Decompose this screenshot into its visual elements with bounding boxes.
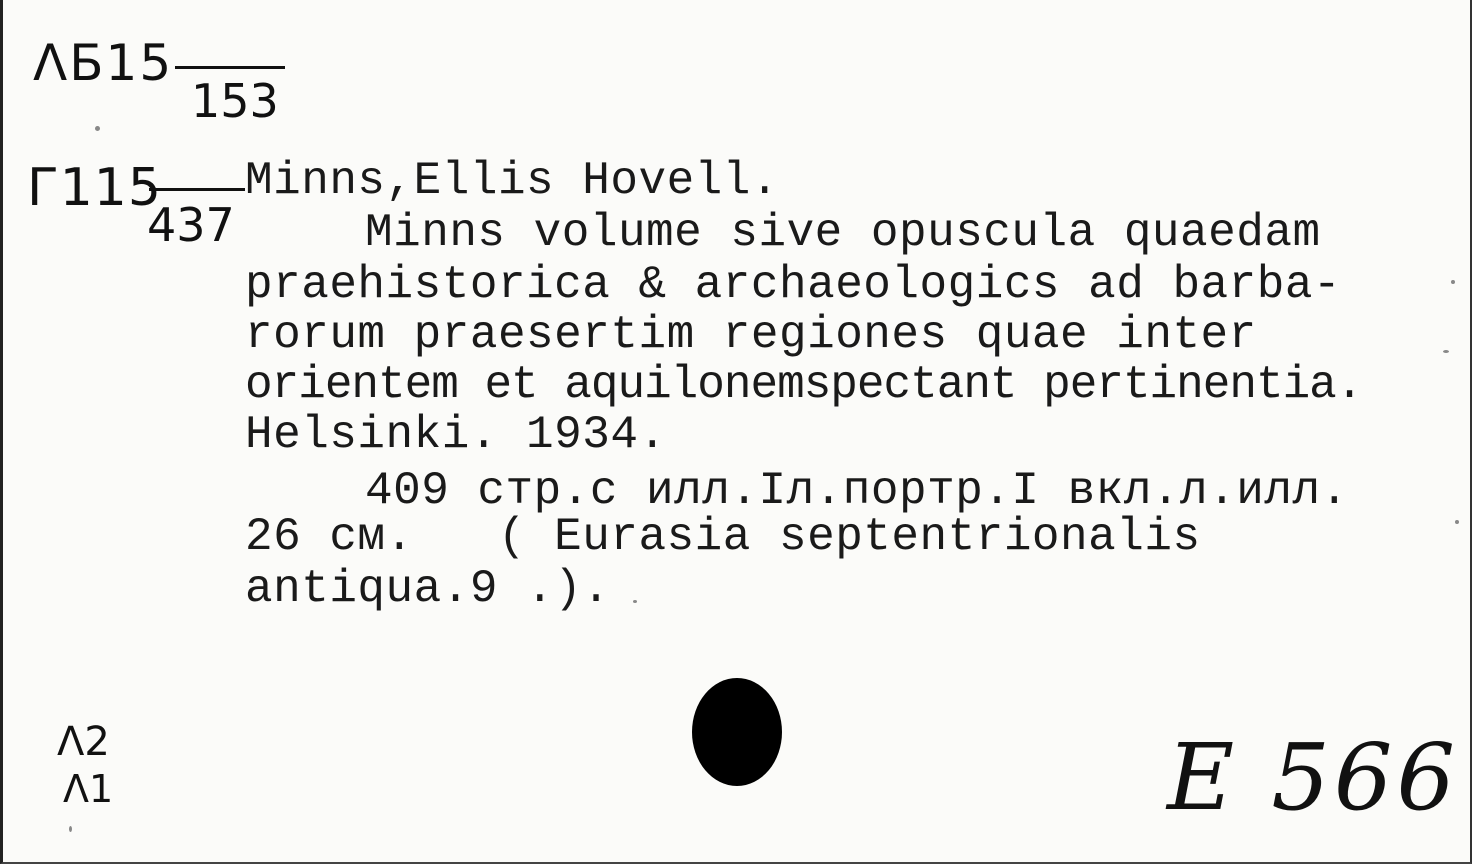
author-line: Minns,Ellis Hovell. [245, 155, 779, 207]
speck [1451, 280, 1455, 284]
title-line-1: Minns volume sive opuscula quaedam [365, 207, 1321, 259]
collation-line-1: 409 стр.с илл.Iл.портр.I вкл.л.илл. [365, 465, 1349, 517]
call-number-top-sub: 153 [191, 74, 279, 128]
mark-left-bottom-2: Λ1 [63, 767, 114, 811]
collation-line-2: 26 см. ( Eurasia septentrionalis [245, 511, 1201, 563]
punch-hole [692, 678, 782, 786]
mark-left-bottom-1: Λ2 [57, 719, 110, 765]
call-number-top-main: ΛБ15 [33, 34, 174, 92]
call-number-top-rule [175, 66, 285, 69]
speck [69, 826, 72, 832]
imprint-line: Helsinki. 1934. [245, 409, 667, 461]
title-line-4: orientem et aquilonemspectant pertinentia. [245, 359, 1363, 411]
call-number-second-rule [149, 188, 245, 191]
title-line-3: rorum praesertim regiones quae inter [245, 309, 1257, 361]
speck [633, 600, 637, 603]
speck [95, 126, 100, 131]
call-number-second-sub: 437 [147, 198, 235, 252]
speck [1443, 350, 1449, 353]
series-line: antiqua.9 .). [245, 563, 611, 615]
call-number-second-main: Г115 [27, 158, 162, 218]
inventory-number: E 566 [1167, 724, 1460, 831]
title-line-2: praehistorica & archaeologics ad barba- [245, 259, 1342, 311]
speck [1455, 520, 1459, 524]
